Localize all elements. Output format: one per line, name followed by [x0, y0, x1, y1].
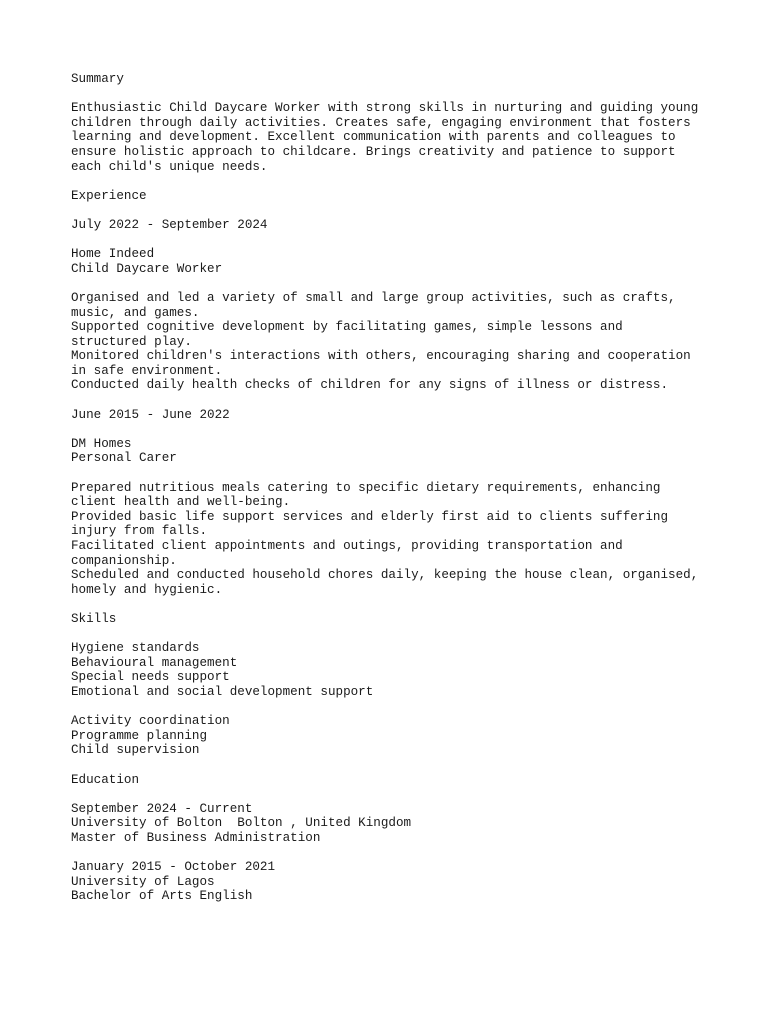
- spacer: [71, 845, 711, 860]
- education-entry: [71, 802, 711, 846]
- skill-item: Child supervision: [71, 743, 200, 758]
- skill-item: Hygiene standards: [71, 641, 200, 656]
- job-role: Child Daycare Worker: [71, 261, 223, 276]
- education-degree: Master of Business Administration: [71, 830, 321, 845]
- spacer: [71, 393, 711, 408]
- job-employer: DM Homes: [71, 436, 132, 451]
- job-duty-line: client health and well-being.: [71, 495, 291, 510]
- spacer: [71, 203, 711, 218]
- job-duty-line: structured play.: [71, 334, 192, 349]
- job-duty-line: injury from falls.: [71, 524, 208, 539]
- job-entry: [71, 218, 711, 393]
- education-institution: University of Lagos: [71, 874, 215, 889]
- skills-list: [71, 641, 711, 699]
- summary-paragraph: [71, 101, 711, 174]
- job-duty-line: Provided basic life support services and elderly first aid to clients suffering: [71, 509, 669, 524]
- education-heading: Education: [71, 772, 140, 787]
- spacer: [71, 276, 711, 291]
- job-dates: June 2015 - June 2022: [71, 407, 230, 422]
- job-duty-line: Organised and led a variety of small and large group activities, such as crafts,: [71, 290, 676, 305]
- job-employer: Home Indeed: [71, 247, 155, 262]
- spacer: [71, 174, 711, 189]
- education-dates: January 2015 - October 2021: [71, 860, 276, 875]
- spacer: [71, 627, 711, 642]
- skill-item: Behavioural management: [71, 655, 238, 670]
- education-degree: Bachelor of Arts English: [71, 889, 253, 904]
- summary-line: Enthusiastic Child Daycare Worker with strong skills in nurturing and guiding young: [71, 101, 699, 116]
- skill-item: Emotional and social development support: [71, 684, 374, 699]
- job-dates: July 2022 - September 2024: [71, 217, 268, 232]
- skill-item: Activity coordination: [71, 714, 230, 729]
- summary-heading: Summary: [71, 72, 124, 86]
- job-duty-line: Conducted daily health checks of children for any signs of illness or distress.: [71, 378, 669, 393]
- spacer: [71, 87, 711, 102]
- skills-list: [71, 714, 711, 758]
- job-entry: [71, 408, 711, 598]
- job-duty-line: Scheduled and conducted household chores daily, keeping the house clean, organised,: [71, 568, 699, 583]
- spacer: [71, 233, 711, 248]
- job-duty-line: in safe environment.: [71, 363, 223, 378]
- skill-item: Special needs support: [71, 670, 230, 685]
- spacer: [71, 787, 711, 802]
- education-institution: University of Bolton Bolton , United Kingdom: [71, 816, 412, 831]
- job-duty-line: Prepared nutritious meals catering to specific dietary requirements, enhancing: [71, 480, 661, 495]
- summary-line: learning and development. Excellent communication with parents and colleagues to: [71, 130, 676, 145]
- spacer: [71, 700, 711, 715]
- job-duty-line: Supported cognitive development by facilitating games, simple lessons and: [71, 320, 623, 335]
- experience-heading: Experience: [71, 188, 147, 203]
- education-dates: September 2024 - Current: [71, 801, 253, 816]
- summary-line: children through daily activities. Creates safe, engaging environment that fosters: [71, 115, 691, 130]
- spacer: [71, 597, 711, 612]
- job-duty-line: music, and games.: [71, 305, 200, 320]
- spacer: [71, 466, 711, 481]
- skill-item: Programme planning: [71, 728, 208, 743]
- summary-line: each child's unique needs.: [71, 159, 268, 174]
- skills-heading: Skills: [71, 611, 117, 626]
- job-duty-line: homely and hygienic.: [71, 582, 223, 597]
- job-duty-line: Monitored children's interactions with others, encouraging sharing and cooperation: [71, 349, 691, 364]
- spacer: [71, 422, 711, 437]
- job-duty-line: Facilitated client appointments and outings, providing transportation and: [71, 539, 623, 553]
- resume-document: [71, 72, 711, 904]
- summary-line: ensure holistic approach to childcare. Brings creativity and patience to support: [71, 144, 676, 159]
- education-entry: [71, 860, 711, 904]
- job-role: Personal Carer: [71, 451, 177, 466]
- job-duty-line: companionship.: [71, 553, 177, 568]
- spacer: [71, 758, 711, 773]
